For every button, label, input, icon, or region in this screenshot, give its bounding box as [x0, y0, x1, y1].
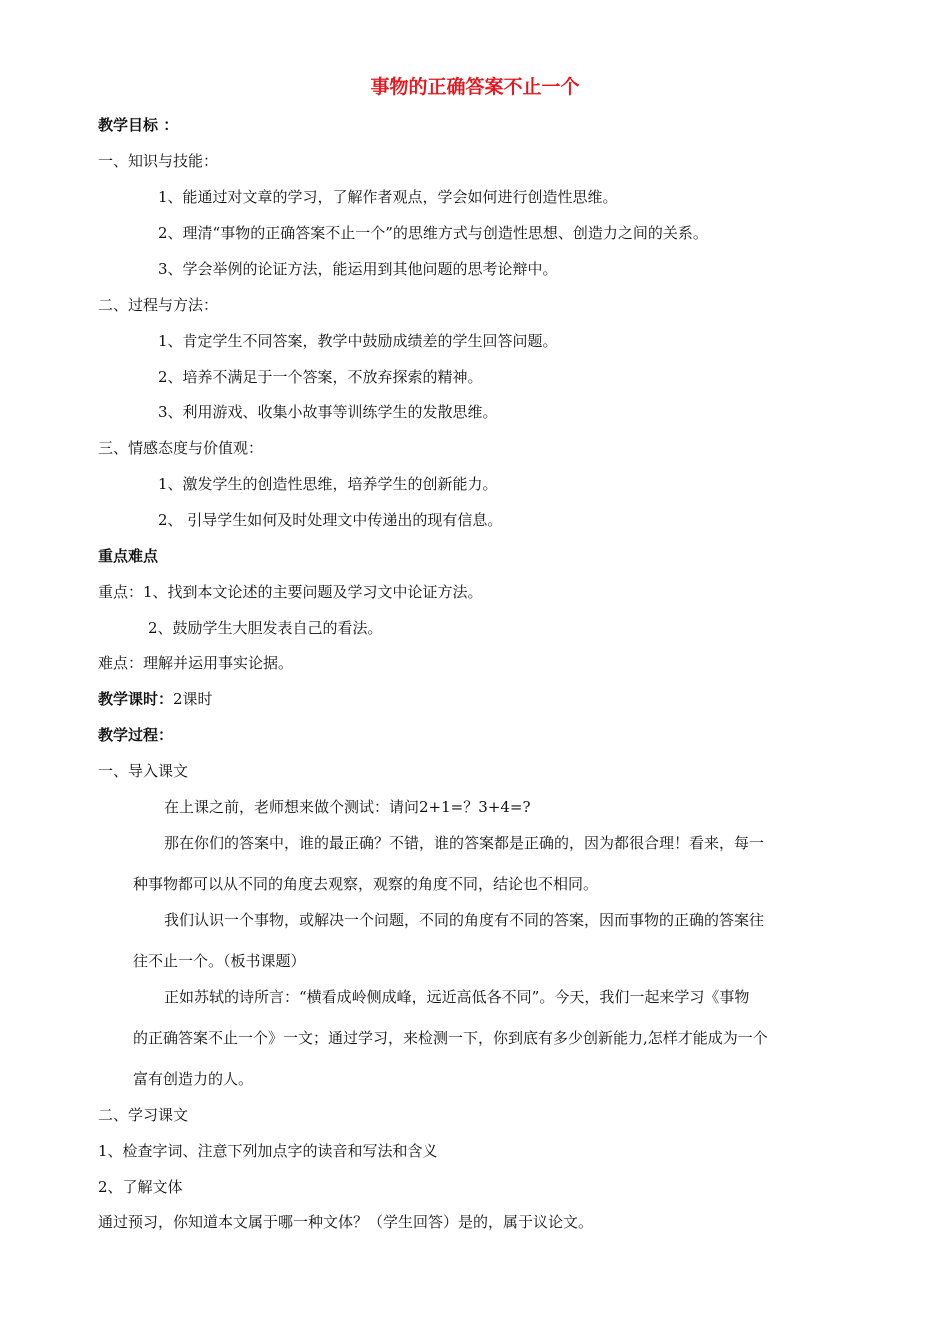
- document-title: 事物的正确答案不止一个: [370, 76, 580, 98]
- intro-paragraph-3-line-2: 往不止一个。（板书课题）: [133, 952, 306, 970]
- study-item-2: 2、了解文体: [98, 1178, 183, 1196]
- process-method-item-2: 2、培养不满足于一个答案，不放弃探索的精神。: [158, 368, 483, 386]
- class-hours: [98, 689, 213, 709]
- intro-paragraph-4-line-1: 正如苏轼的诗所言：“横看成岭侧成峰，远近高低各不同”。今天，我们一起来学习《事物: [164, 988, 750, 1006]
- knowledge-item-2: 2、理清“事物的正确答案不止一个”的思维方式与创造性思想、创造力之间的关系。: [158, 224, 708, 242]
- process-method-item-3: 3、利用游戏、收集小故事等训练学生的发散思维。: [158, 403, 498, 421]
- class-hours-value: 2课时: [173, 690, 213, 708]
- emotion-item-1: 1、激发学生的创造性思维，培养学生的创新能力。: [158, 475, 498, 493]
- process-method-item-1: 1、肯定学生不同答案，教学中鼓励成绩差的学生回答问题。: [158, 332, 558, 350]
- study-item-1: 1、检查字词、注意下列加点字的读音和写法和含义: [98, 1142, 438, 1160]
- knowledge-item-3: 3、学会举例的论证方法，能运用到其他问题的思考论辩中。: [158, 260, 558, 278]
- focus-point-1: 重点：1、找到本文论述的主要问题及学习文中论证方法。: [98, 583, 483, 601]
- study-heading: 二、学习课文: [98, 1106, 189, 1124]
- objectives-heading: 教学目标 ：: [98, 116, 179, 134]
- intro-paragraph-3-line-1: 我们认识一个事物，或解决一个问题，不同的角度有不同的答案，因而事物的正确的答案往: [164, 911, 765, 929]
- process-method-heading: 二、过程与方法：: [98, 296, 219, 314]
- study-item-2-text: 通过预习，你知道本文属于哪一种文体？（学生回答）是的，属于议论文。: [98, 1213, 594, 1231]
- teaching-process-heading: 教学过程：: [98, 726, 174, 744]
- emotion-item-2: 2、 引导学生如何及时处理文中传递出的现有信息。: [158, 511, 503, 529]
- intro-paragraph-2-line-1: 那在你们的答案中，谁的最正确？不错，谁的答案都是正确的，因为都很合理！看来，每一: [164, 834, 765, 852]
- intro-heading: 一、导入课文: [98, 762, 189, 780]
- emotion-heading: 三、情感态度与价值观：: [98, 439, 264, 457]
- knowledge-heading: 一、知识与技能：: [98, 152, 219, 170]
- key-points-heading: 重点难点: [98, 547, 159, 565]
- intro-paragraph-4-line-2: 的正确答案不止一个》一文；通过学习，来检测一下，你到底有多少创新能力,怎样才能成为一个: [133, 1029, 768, 1047]
- class-hours-label: 教学课时：: [98, 690, 174, 708]
- focus-point-2: 2、鼓励学生大胆发表自己的看法。: [148, 619, 383, 637]
- intro-paragraph-4-line-3: 富有创造力的人。: [133, 1070, 254, 1088]
- intro-paragraph-2-line-2: 种事物都可以从不同的角度去观察，观察的角度不同，结论也不相同。: [133, 875, 599, 893]
- intro-paragraph-1: 在上课之前，老师想来做个测试：请问2+1=？3+4=?: [164, 798, 531, 816]
- knowledge-item-1: 1、能通过对文章的学习，了解作者观点，学会如何进行创造性思维。: [158, 188, 618, 206]
- difficulty-point: 难点：理解并运用事实论据。: [98, 654, 294, 672]
